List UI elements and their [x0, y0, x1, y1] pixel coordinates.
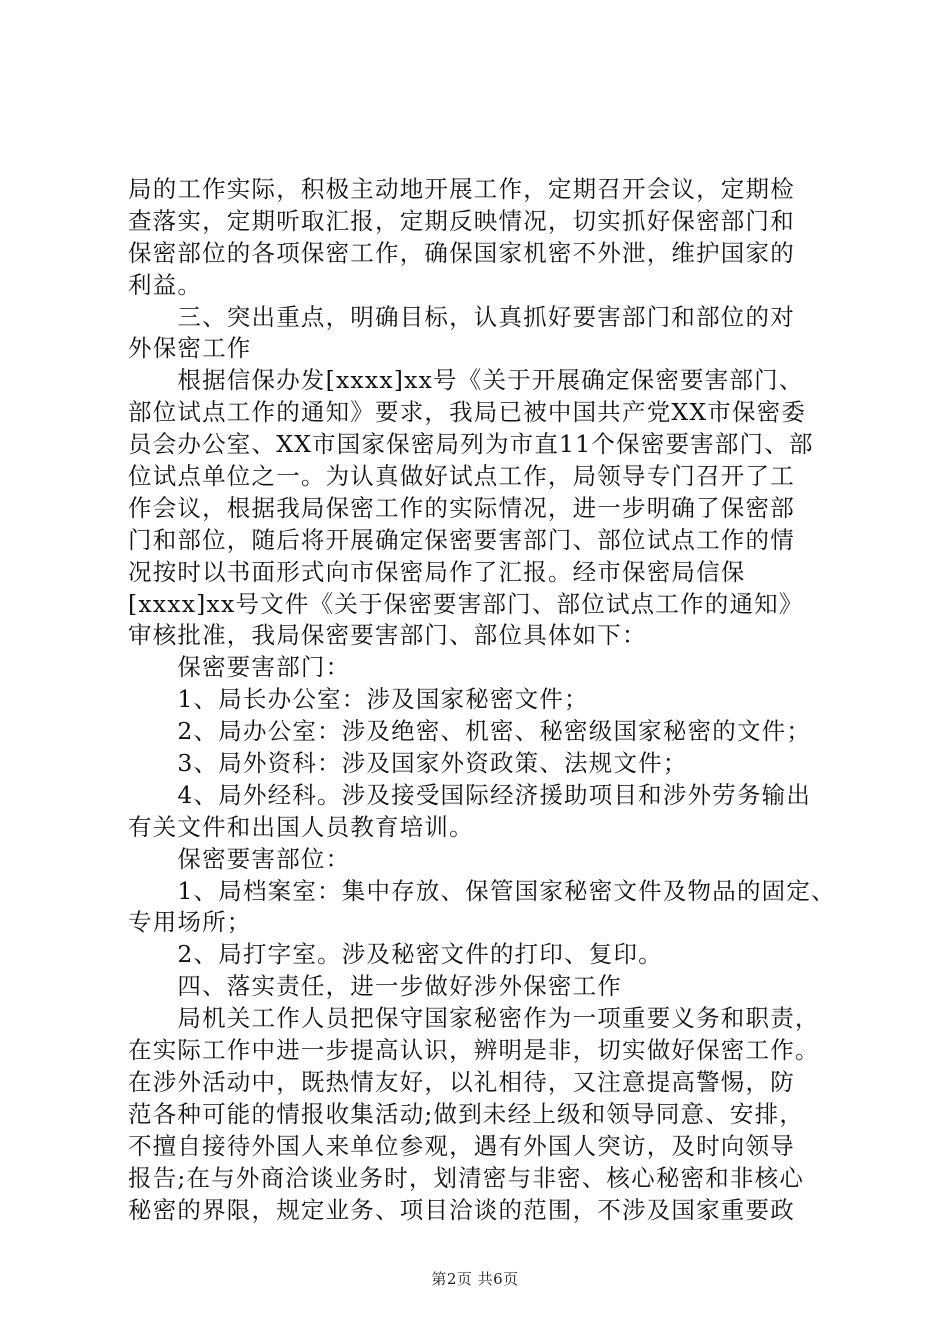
- text-line: 不擅自接待外国人来单位参观，遇有外国人突访，及时向领导: [128, 1131, 795, 1160]
- list-item: 3、局外资科：涉及国家外资政策、法规文件；: [128, 749, 688, 778]
- text-line: 保密部位的各项保密工作，确保国家机密不外泄，维护国家的: [128, 238, 795, 267]
- text-line: 局的工作实际，积极主动地开展工作，定期召开会议，定期检: [128, 175, 795, 203]
- text-line: 作会议，根据我局保密工作的实际情况，进一步明确了保密部: [128, 493, 795, 522]
- text-line: 局机关工作人员把保守国家秘密作为一项重要义务和职责，: [128, 1004, 820, 1033]
- text-line: 利益。: [128, 270, 203, 299]
- list-heading-departments: 保密要害部门：: [128, 653, 351, 682]
- text-line: 在实际工作中进一步提高认识，辨明是非，切实做好保密工作。: [128, 1036, 820, 1065]
- text-line: 员会办公室、XX市国家保密局列为市直11个保密要害部门、部: [128, 430, 814, 459]
- list-heading-locations: 保密要害部位：: [128, 844, 351, 873]
- list-item: 1、局长办公室：涉及国家秘密文件；: [128, 685, 589, 714]
- text-line: 范各种可能的情报收集活动;做到未经上级和领导同意、安排，: [128, 1099, 805, 1128]
- text-line: 查落实，定期听取汇报，定期反映情况，切实抓好保密部门和: [128, 206, 795, 235]
- text-line: 在涉外活动中，既热情友好，以礼相待，又注意提高警惕，防: [128, 1067, 795, 1096]
- text-line: 根据信保办发[xxxx]xx号《关于开展确定保密要害部门、: [128, 366, 804, 395]
- list-item: 4、局外经科。涉及接受国际经济援助项目和涉外劳务输出: [128, 780, 812, 809]
- text-line: 外保密工作: [128, 334, 252, 363]
- text-line: 有关文件和出国人员教育培训。: [128, 812, 474, 841]
- text-line: 报告;在与外商洽谈业务时，划清密与非密、核心秘密和非核心: [128, 1163, 805, 1192]
- text-line: 部位试点工作的通知》要求，我局已被中国共产党XX市保密委: [128, 398, 807, 427]
- text-line: 况按时以书面形式向市保密局作了汇报。经市保密局信保: [128, 557, 746, 586]
- text-line: 门和部位，随后将开展确定保密要害部门、部位试点工作的情: [128, 525, 795, 554]
- text-line: 审核批准，我局保密要害部门、部位具体如下：: [128, 621, 647, 650]
- page-number-footer: 第2页 共6页: [431, 1270, 519, 1288]
- list-item: 2、局办公室：涉及绝密、机密、秘密级国家秘密的文件；: [128, 717, 812, 746]
- text-line: [xxxx]xx号文件《关于保密要害部门、部位试点工作的通知》: [128, 589, 804, 618]
- list-item: 2、局打字室。涉及秘密文件的打印、复印。: [128, 940, 663, 969]
- text-line: 秘密的界限，规定业务、项目洽谈的范围，不涉及国家重要政: [128, 1195, 795, 1224]
- text-line: 专用场所；: [128, 908, 252, 937]
- text-line: 位试点单位之一。为认真做好试点工作，局领导专门召开了工: [128, 462, 795, 491]
- document-body: [128, 174, 836, 1226]
- section-heading-4: 四、落实责任，进一步做好涉外保密工作: [128, 972, 622, 1001]
- list-item: 1、局档案室：集中存放、保管国家秘密文件及物品的固定、: [128, 876, 836, 905]
- section-heading-3: 三、突出重点，明确目标，认真抓好要害部门和部位的对: [128, 302, 795, 331]
